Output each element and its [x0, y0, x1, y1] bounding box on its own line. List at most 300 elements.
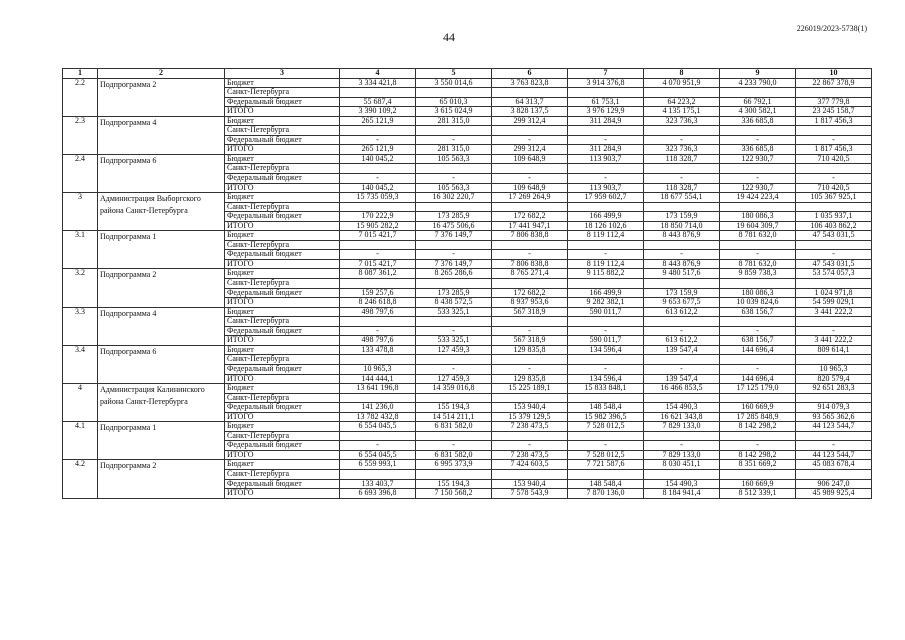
table-row: [63, 307, 872, 317]
value-cell: 613 612,2: [644, 336, 720, 346]
value-cell: 8 142 298,2: [720, 422, 796, 432]
value-cell: 154 490,3: [644, 403, 720, 413]
value-cell: 15 833 848,1: [568, 384, 644, 394]
value-cell: [492, 355, 568, 365]
value-cell: [568, 88, 644, 98]
value-cell: -: [568, 441, 644, 451]
funding-source-label: Санкт-Петербурга: [225, 355, 340, 365]
value-cell: -: [568, 135, 644, 145]
value-cell: 7 806 838,8: [492, 259, 568, 269]
value-cell: 3 615 024,9: [416, 107, 492, 117]
funding-source-label: ИТОГО: [225, 450, 340, 460]
value-cell: -: [644, 174, 720, 184]
funding-source-label: Бюджет: [225, 78, 340, 88]
value-cell: [492, 164, 568, 174]
value-cell: [340, 317, 416, 327]
table-row: [63, 422, 872, 432]
value-cell: 7 829 133,0: [644, 422, 720, 432]
funding-source-label: ИТОГО: [225, 107, 340, 117]
program-name: Подпрограмма 6: [98, 345, 225, 383]
value-cell: 15 379 129,5: [492, 412, 568, 422]
value-cell: 8 142 298,2: [720, 450, 796, 460]
value-cell: 1 035 937,1: [796, 212, 872, 222]
value-cell: [796, 355, 872, 365]
funding-source-label: Федеральный бюджет: [225, 403, 340, 413]
value-cell: [796, 88, 872, 98]
value-cell: [416, 469, 492, 479]
value-cell: 92 651 283,3: [796, 384, 872, 394]
funding-source-label: Санкт-Петербурга: [225, 164, 340, 174]
value-cell: 7 528 012,5: [568, 450, 644, 460]
value-cell: 127 459,3: [416, 345, 492, 355]
value-cell: 6 554 045,5: [340, 422, 416, 432]
value-cell: 4 233 790,0: [720, 78, 796, 88]
value-cell: 3 550 014,6: [416, 78, 492, 88]
value-cell: [644, 431, 720, 441]
value-cell: 172 682,2: [492, 212, 568, 222]
value-cell: -: [644, 135, 720, 145]
row-number: 4.2: [63, 460, 98, 498]
value-cell: 144 696,4: [720, 374, 796, 384]
value-cell: 66 792,1: [720, 97, 796, 107]
value-cell: [492, 431, 568, 441]
row-number: 2.3: [63, 116, 98, 154]
value-cell: 8 184 941,4: [644, 489, 720, 499]
column-number: 8: [644, 69, 720, 79]
value-cell: 323 736,3: [644, 116, 720, 126]
value-cell: -: [492, 441, 568, 451]
value-cell: 10 965,3: [340, 364, 416, 374]
value-cell: 7 870 136,0: [568, 489, 644, 499]
table-row: [63, 78, 872, 88]
value-cell: 6 831 582,0: [416, 422, 492, 432]
value-cell: -: [340, 135, 416, 145]
row-number: 3.2: [63, 269, 98, 307]
value-cell: 144 696,4: [720, 345, 796, 355]
value-cell: [568, 355, 644, 365]
value-cell: 54 599 029,1: [796, 298, 872, 308]
value-cell: 127 459,3: [416, 374, 492, 384]
value-cell: 173 285,9: [416, 288, 492, 298]
funding-source-label: ИТОГО: [225, 336, 340, 346]
value-cell: [796, 202, 872, 212]
value-cell: 336 685,8: [720, 145, 796, 155]
table-row: [63, 269, 872, 279]
value-cell: 3 976 129,9: [568, 107, 644, 117]
value-cell: 106 403 862,2: [796, 221, 872, 231]
value-cell: 153 940,4: [492, 479, 568, 489]
value-cell: 154 490,3: [644, 479, 720, 489]
value-cell: [492, 279, 568, 289]
value-cell: 140 045,2: [340, 154, 416, 164]
value-cell: [796, 240, 872, 250]
value-cell: 7 806 838,8: [492, 231, 568, 241]
table-row: [63, 384, 872, 394]
column-number: 3: [225, 69, 340, 79]
value-cell: [492, 202, 568, 212]
row-number: 4: [63, 384, 98, 422]
column-number-row: [63, 69, 872, 79]
value-cell: -: [568, 250, 644, 260]
value-cell: 6 693 396,8: [340, 489, 416, 499]
value-cell: -: [720, 250, 796, 260]
value-cell: 109 648,9: [492, 154, 568, 164]
value-cell: 118 328,7: [644, 154, 720, 164]
funding-source-label: Санкт-Петербурга: [225, 279, 340, 289]
value-cell: 377 779,8: [796, 97, 872, 107]
value-cell: 15 982 396,5: [568, 412, 644, 422]
value-cell: 4 070 951,9: [644, 78, 720, 88]
value-cell: 8 246 618,8: [340, 298, 416, 308]
value-cell: 13 782 432,8: [340, 412, 416, 422]
funding-source-label: Бюджет: [225, 460, 340, 470]
column-number: 6: [492, 69, 568, 79]
value-cell: [340, 431, 416, 441]
funding-source-label: Бюджет: [225, 384, 340, 394]
value-cell: 18 126 102,6: [568, 221, 644, 231]
value-cell: [340, 355, 416, 365]
value-cell: [720, 240, 796, 250]
value-cell: [720, 164, 796, 174]
value-cell: -: [796, 441, 872, 451]
value-cell: 8 087 361,2: [340, 269, 416, 279]
value-cell: [644, 317, 720, 327]
funding-source-label: ИТОГО: [225, 221, 340, 231]
row-number: 3.4: [63, 345, 98, 383]
value-cell: 4 300 582,1: [720, 107, 796, 117]
value-cell: 45 989 925,4: [796, 489, 872, 499]
value-cell: -: [720, 135, 796, 145]
value-cell: [340, 469, 416, 479]
value-cell: 109 648,9: [492, 183, 568, 193]
value-cell: [644, 393, 720, 403]
value-cell: [644, 469, 720, 479]
funding-source-label: Санкт-Петербурга: [225, 240, 340, 250]
value-cell: 613 612,2: [644, 307, 720, 317]
value-cell: -: [416, 441, 492, 451]
value-cell: [796, 431, 872, 441]
value-cell: 15 735 059,3: [340, 193, 416, 203]
value-cell: 23 245 158,7: [796, 107, 872, 117]
value-cell: [340, 88, 416, 98]
value-cell: 17 125 179,0: [720, 384, 796, 394]
value-cell: 8 119 112,4: [568, 231, 644, 241]
value-cell: [796, 126, 872, 136]
funding-source-label: Федеральный бюджет: [225, 135, 340, 145]
value-cell: 172 682,2: [492, 288, 568, 298]
value-cell: [568, 202, 644, 212]
value-cell: [416, 393, 492, 403]
value-cell: 18 850 714,0: [644, 221, 720, 231]
value-cell: [644, 88, 720, 98]
column-number: 9: [720, 69, 796, 79]
value-cell: [568, 240, 644, 250]
value-cell: [568, 469, 644, 479]
value-cell: 7 721 587,6: [568, 460, 644, 470]
value-cell: -: [720, 364, 796, 374]
value-cell: 139 547,4: [644, 345, 720, 355]
funding-source-label: Федеральный бюджет: [225, 212, 340, 222]
value-cell: 323 736,3: [644, 145, 720, 155]
value-cell: [416, 164, 492, 174]
value-cell: 7 578 543,9: [492, 489, 568, 499]
value-cell: 180 086,3: [720, 212, 796, 222]
value-cell: -: [644, 441, 720, 451]
value-cell: 17 285 848,9: [720, 412, 796, 422]
funding-source-label: Бюджет: [225, 154, 340, 164]
value-cell: -: [796, 326, 872, 336]
value-cell: [644, 240, 720, 250]
value-cell: 299 312,4: [492, 145, 568, 155]
value-cell: 8 265 286,6: [416, 269, 492, 279]
value-cell: 6 559 993,1: [340, 460, 416, 470]
value-cell: 170 222,9: [340, 212, 416, 222]
value-cell: [492, 393, 568, 403]
value-cell: 3 441 222,2: [796, 336, 872, 346]
value-cell: 133 403,7: [340, 479, 416, 489]
value-cell: [492, 240, 568, 250]
value-cell: [492, 317, 568, 327]
value-cell: [340, 202, 416, 212]
value-cell: 1 817 456,3: [796, 116, 872, 126]
value-cell: -: [340, 174, 416, 184]
value-cell: 19 604 309,7: [720, 221, 796, 231]
value-cell: 140 045,2: [340, 183, 416, 193]
value-cell: [416, 202, 492, 212]
value-cell: -: [720, 326, 796, 336]
value-cell: 8 438 572,5: [416, 298, 492, 308]
value-cell: 113 903,7: [568, 154, 644, 164]
value-cell: 15 905 282,2: [340, 221, 416, 231]
value-cell: 18 677 554,1: [644, 193, 720, 203]
value-cell: 44 123 544,7: [796, 422, 872, 432]
value-cell: 153 940,4: [492, 403, 568, 413]
value-cell: [568, 164, 644, 174]
row-number: 3: [63, 193, 98, 231]
value-cell: [644, 126, 720, 136]
funding-source-label: Федеральный бюджет: [225, 441, 340, 451]
value-cell: 7 150 568,2: [416, 489, 492, 499]
value-cell: 14 514 211,1: [416, 412, 492, 422]
value-cell: [416, 126, 492, 136]
value-cell: -: [340, 326, 416, 336]
value-cell: -: [416, 135, 492, 145]
value-cell: 45 083 678,4: [796, 460, 872, 470]
value-cell: -: [644, 364, 720, 374]
value-cell: [720, 431, 796, 441]
table-row: [63, 460, 872, 470]
value-cell: 17 269 264,9: [492, 193, 568, 203]
column-number: 2: [98, 69, 225, 79]
value-cell: [644, 279, 720, 289]
funding-source-label: Бюджет: [225, 422, 340, 432]
value-cell: [568, 317, 644, 327]
table-row: [63, 193, 872, 203]
value-cell: -: [796, 135, 872, 145]
value-cell: -: [796, 174, 872, 184]
value-cell: 10 965,3: [796, 364, 872, 374]
value-cell: [340, 393, 416, 403]
funding-source-label: Федеральный бюджет: [225, 364, 340, 374]
value-cell: 4 135 175,1: [644, 107, 720, 117]
value-cell: [796, 469, 872, 479]
value-cell: [568, 431, 644, 441]
value-cell: 7 238 473,5: [492, 422, 568, 432]
value-cell: [720, 126, 796, 136]
value-cell: 16 302 220,7: [416, 193, 492, 203]
value-cell: [796, 317, 872, 327]
value-cell: [720, 355, 796, 365]
value-cell: 173 159,9: [644, 212, 720, 222]
value-cell: 7 015 421,7: [340, 259, 416, 269]
value-cell: 14 359 016,8: [416, 384, 492, 394]
value-cell: 281 315,0: [416, 145, 492, 155]
funding-source-label: ИТОГО: [225, 145, 340, 155]
funding-source-label: ИТОГО: [225, 374, 340, 384]
funding-source-label: ИТОГО: [225, 259, 340, 269]
value-cell: 139 547,4: [644, 374, 720, 384]
value-cell: -: [416, 250, 492, 260]
funding-source-label: Федеральный бюджет: [225, 479, 340, 489]
value-cell: 148 548,4: [568, 403, 644, 413]
value-cell: 61 753,1: [568, 97, 644, 107]
value-cell: 47 543 031,5: [796, 259, 872, 269]
program-name: Подпрограмма 2: [98, 460, 225, 498]
value-cell: 8 781 632,0: [720, 231, 796, 241]
value-cell: 134 596,4: [568, 345, 644, 355]
value-cell: 16 466 853,5: [644, 384, 720, 394]
value-cell: 9 859 738,3: [720, 269, 796, 279]
value-cell: -: [492, 250, 568, 260]
value-cell: [796, 164, 872, 174]
row-number: 3.3: [63, 307, 98, 345]
table-row: [63, 231, 872, 241]
value-cell: 638 156,7: [720, 307, 796, 317]
value-cell: 336 685,8: [720, 116, 796, 126]
value-cell: -: [340, 441, 416, 451]
value-cell: -: [492, 326, 568, 336]
program-name: Администрация Калининского района Санкт-Петербурга: [98, 384, 225, 422]
funding-source-label: Бюджет: [225, 307, 340, 317]
value-cell: [720, 88, 796, 98]
value-cell: 13 641 196,8: [340, 384, 416, 394]
value-cell: [492, 88, 568, 98]
value-cell: 105 563,3: [416, 183, 492, 193]
value-cell: -: [644, 326, 720, 336]
value-cell: 265 121,9: [340, 116, 416, 126]
value-cell: 105 367 925,1: [796, 193, 872, 203]
value-cell: 8 119 112,4: [568, 259, 644, 269]
column-number: 1: [63, 69, 98, 79]
funding-source-label: Санкт-Петербурга: [225, 431, 340, 441]
program-name: Подпрограмма 6: [98, 154, 225, 192]
value-cell: 9 653 677,5: [644, 298, 720, 308]
value-cell: 590 011,7: [568, 307, 644, 317]
value-cell: 710 420,5: [796, 183, 872, 193]
funding-source-label: Санкт-Петербурга: [225, 393, 340, 403]
value-cell: -: [416, 174, 492, 184]
funding-source-label: Федеральный бюджет: [225, 288, 340, 298]
value-cell: 8 351 669,2: [720, 460, 796, 470]
value-cell: 8 443 876,9: [644, 259, 720, 269]
value-cell: 180 086,3: [720, 288, 796, 298]
value-cell: 155 194,3: [416, 403, 492, 413]
funding-source-label: Федеральный бюджет: [225, 250, 340, 260]
value-cell: 16 621 343,8: [644, 412, 720, 422]
document-code: 226019/2023-5738(1): [796, 24, 867, 33]
funding-source-label: Бюджет: [225, 193, 340, 203]
value-cell: [416, 431, 492, 441]
program-name: Подпрограмма 4: [98, 116, 225, 154]
value-cell: 3 441 222,2: [796, 307, 872, 317]
value-cell: 265 121,9: [340, 145, 416, 155]
value-cell: 6 554 045,5: [340, 450, 416, 460]
value-cell: 590 011,7: [568, 336, 644, 346]
funding-source-label: Санкт-Петербурга: [225, 469, 340, 479]
value-cell: 533 325,1: [416, 336, 492, 346]
program-name: Подпрограмма 1: [98, 422, 225, 460]
funding-source-label: Санкт-Петербурга: [225, 126, 340, 136]
value-cell: 809 614,1: [796, 345, 872, 355]
value-cell: -: [492, 364, 568, 374]
value-cell: [644, 202, 720, 212]
value-cell: 10 039 824,6: [720, 298, 796, 308]
value-cell: [644, 164, 720, 174]
value-cell: 820 579,4: [796, 374, 872, 384]
funding-source-label: Бюджет: [225, 231, 340, 241]
column-number: 10: [796, 69, 872, 79]
value-cell: [796, 279, 872, 289]
value-cell: 906 247,0: [796, 479, 872, 489]
page-number: 44: [443, 30, 455, 44]
column-number: 7: [568, 69, 644, 79]
value-cell: 6 995 373,9: [416, 460, 492, 470]
funding-source-label: Федеральный бюджет: [225, 97, 340, 107]
table-row: [63, 116, 872, 126]
value-cell: 7 424 603,5: [492, 460, 568, 470]
column-number: 5: [416, 69, 492, 79]
value-cell: 8 443 876,9: [644, 231, 720, 241]
value-cell: 166 499,9: [568, 288, 644, 298]
value-cell: 6 831 582,0: [416, 450, 492, 460]
funding-source-label: ИТОГО: [225, 298, 340, 308]
value-cell: 281 315,0: [416, 116, 492, 126]
value-cell: [416, 355, 492, 365]
value-cell: 129 835,8: [492, 345, 568, 355]
value-cell: 64 223,2: [644, 97, 720, 107]
value-cell: [492, 469, 568, 479]
funding-source-label: Федеральный бюджет: [225, 174, 340, 184]
value-cell: [340, 164, 416, 174]
table-row: [63, 154, 872, 164]
value-cell: -: [720, 174, 796, 184]
value-cell: [492, 126, 568, 136]
funding-source-label: Санкт-Петербурга: [225, 317, 340, 327]
value-cell: 134 596,4: [568, 374, 644, 384]
value-cell: [340, 279, 416, 289]
value-cell: -: [568, 326, 644, 336]
value-cell: 160 669,9: [720, 479, 796, 489]
value-cell: 3 828 137,5: [492, 107, 568, 117]
value-cell: 9 115 882,2: [568, 269, 644, 279]
value-cell: 105 563,3: [416, 154, 492, 164]
funding-source-label: ИТОГО: [225, 183, 340, 193]
row-number: 4.1: [63, 422, 98, 460]
program-name: Подпрограмма 1: [98, 231, 225, 269]
value-cell: 1 817 456,3: [796, 145, 872, 155]
value-cell: 159 257,6: [340, 288, 416, 298]
row-number: 2.2: [63, 78, 98, 116]
